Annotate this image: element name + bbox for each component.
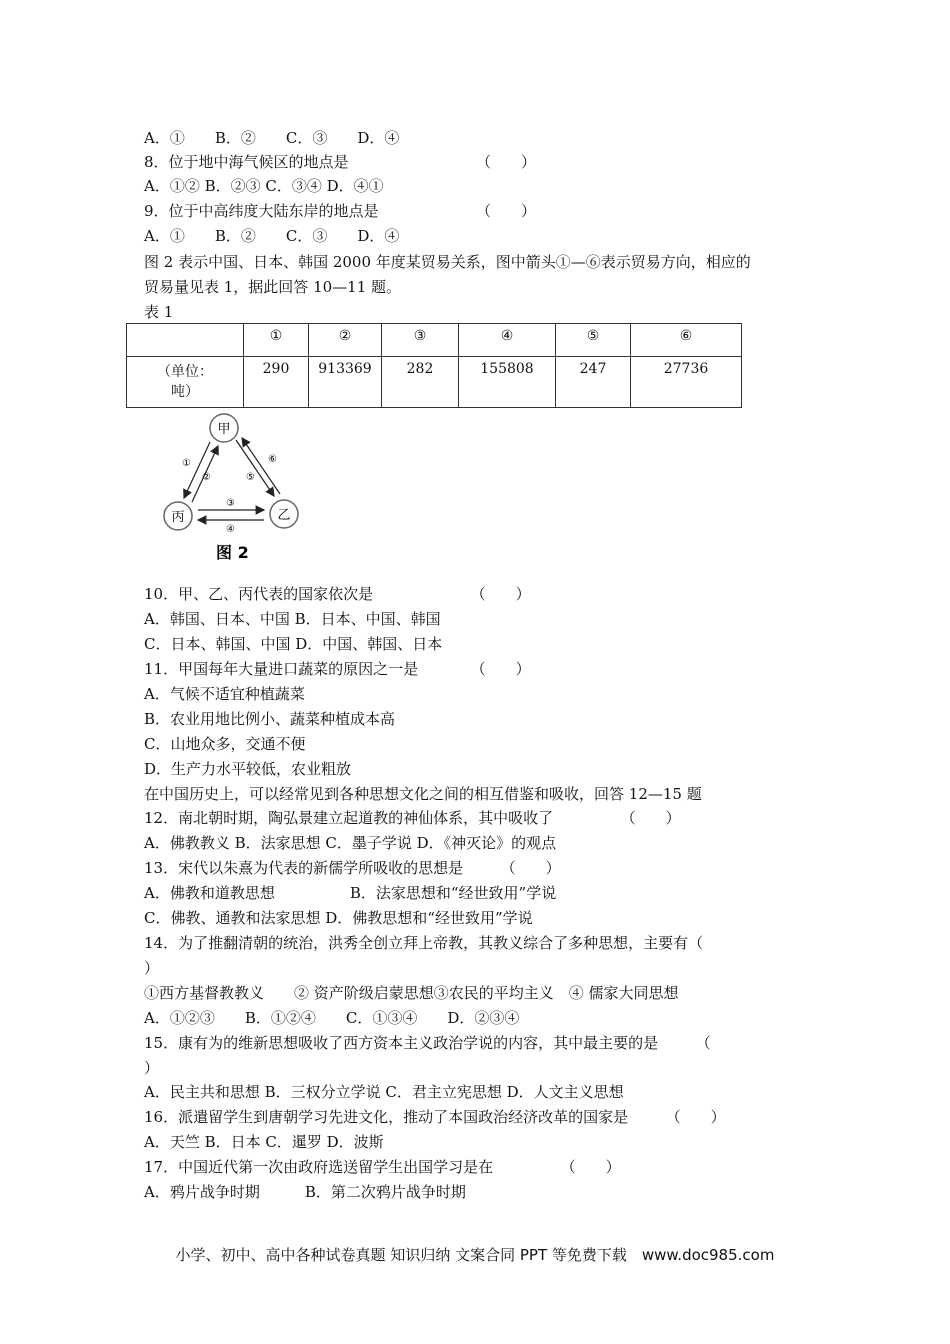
trade-diagram-figure [160, 410, 340, 560]
q10-options-cd: C．日本、韩国、中国 D．中国、韩国、日本 [144, 635, 443, 653]
row-label-cell [127, 357, 244, 408]
q14-stem: 14．为了推翻清朝的统治，洪秀全创立拜上帝教，其教义综合了多种思想，主要有（ [144, 934, 704, 952]
table-header-cell: ③ [382, 324, 459, 357]
arrow-label-2: ② [202, 472, 211, 483]
arrow-label-4: ④ [226, 524, 235, 535]
table-header-cell: ⑤ [556, 324, 631, 357]
q11-stem: 11．甲国每年大量进口蔬菜的原因之一是 （ ） [144, 660, 531, 678]
arrow-label-3: ③ [226, 498, 235, 509]
q11-option-b: B．农业用地比例小、蔬菜种植成本高 [144, 710, 396, 728]
q14-stem-cont: ） [144, 959, 160, 977]
q13-options-cd: C．佛教、通教和法家思想 D．佛教思想和“经世致用”学说 [144, 909, 533, 927]
q15-stem: 15．康有为的维新思想吸收了西方资本主义政治学说的内容，其中最主要的是 （ [144, 1034, 711, 1052]
table-header-cell: ④ [459, 324, 556, 357]
q11-option-d: D．生产力水平较低，农业粗放 [144, 760, 352, 778]
q8-options: A．①② B．②③ C．③④ D．④① [144, 177, 384, 195]
table-cell: 913369 [309, 357, 382, 408]
node-jia-label: 甲 [217, 422, 231, 437]
q15-stem-cont: ） [144, 1059, 160, 1077]
q11-option-a: A．气候不适宜种植蔬菜 [144, 685, 305, 703]
q15-options: A．民主共和思想 B．三权分立学说 C．君主立宪思想 D．人文主义思想 [144, 1083, 624, 1101]
node-bing-label: 丙 [171, 510, 185, 525]
table-cell: 290 [244, 357, 309, 408]
q13-stem: 13．宋代以朱熹为代表的新儒学所吸收的思想是 （ ） [144, 859, 561, 877]
row-label-line-2: 吨） [171, 384, 199, 400]
figure-caption: 图 2 [216, 543, 249, 560]
footer-promo: 小学、初中、高中各种试卷真题 知识归纳 文案合同 PPT 等免费下载 www.doc985.com [175, 1246, 775, 1264]
q14-options: A．①②③ B．①②④ C．①③④ D．②③④ [144, 1009, 520, 1027]
table-cell: 247 [556, 357, 631, 408]
arrow-1 [184, 442, 210, 498]
arrow-label-5: ⑤ [246, 472, 255, 483]
table-header-cell: ① [244, 324, 309, 357]
q17-stem: 17．中国近代第一次由政府选送留学生出国学习是在 （ ） [144, 1158, 621, 1176]
q14-items: ①西方基督教教义 ② 资产阶级启蒙思想③农民的平均主义 ④ 儒家大同思想 [144, 984, 679, 1002]
table-row [127, 357, 742, 408]
table-cell: 27736 [631, 357, 742, 408]
arrow-6 [242, 438, 280, 494]
q13-options-ab: A．佛教和道教思想 B．法家思想和“经世致用”学说 [144, 884, 557, 902]
q7-options: A．① B．② C．③ D．④ [144, 129, 400, 147]
table-cell: 155808 [459, 357, 556, 408]
node-yi-label: 乙 [277, 508, 291, 523]
table-header-cell [127, 324, 244, 357]
table-header-cell: ② [309, 324, 382, 357]
intro-line-2: 贸易量见表 1，据此回答 10—11 题。 [144, 278, 402, 296]
arrow-5 [236, 440, 274, 496]
table-cell: 282 [382, 357, 459, 408]
table-header-row [127, 324, 742, 357]
row-label-line-1: （单位： [157, 364, 213, 380]
q10-options-ab: A．韩国、日本、中国 B．日本、中国、韩国 [144, 610, 441, 628]
table-header-cell: ⑥ [631, 324, 742, 357]
table-caption: 表 1 [144, 303, 174, 321]
q12-options: A．佛教教义 B．法家思想 C．墨子学说 D．《神灭论》的观点 [144, 834, 557, 852]
q17-options: A．鸦片战争时期 B．第二次鸦片战争时期 [144, 1183, 466, 1201]
q16-options: A．天竺 B．日本 C．暹罗 D．波斯 [144, 1133, 384, 1151]
trade-table [126, 323, 742, 408]
q12-stem: 12．南北朝时期，陶弘景建立起道教的神仙体系，其中吸收了 （ ） [144, 809, 681, 827]
q8-stem: 8．位于地中海气候区的地点是 （ ） [144, 153, 537, 171]
arrow-label-1: ① [182, 458, 191, 469]
q16-stem: 16．派遣留学生到唐朝学习先进文化，推动了本国政治经济改革的国家是 （ ） [144, 1108, 726, 1126]
intro-line-1: 图 2 表示中国、日本、韩国 2000 年度某贸易关系，图中箭头①—⑥表示贸易方向，相应的 [144, 253, 751, 271]
q9-options: A．① B．② C．③ D．④ [144, 227, 400, 245]
q11-option-c: C．山地众多，交通不便 [144, 735, 306, 753]
q9-stem: 9．位于中高纬度大陆东岸的地点是 （ ） [144, 202, 537, 220]
history-intro: 在中国历史上，可以经常见到各种思想文化之间的相互借鉴和吸收，回答 12—15 题 [144, 785, 702, 803]
arrow-label-6: ⑥ [268, 454, 277, 465]
q10-stem: 10．甲、乙、丙代表的国家依次是 （ ） [144, 585, 531, 603]
